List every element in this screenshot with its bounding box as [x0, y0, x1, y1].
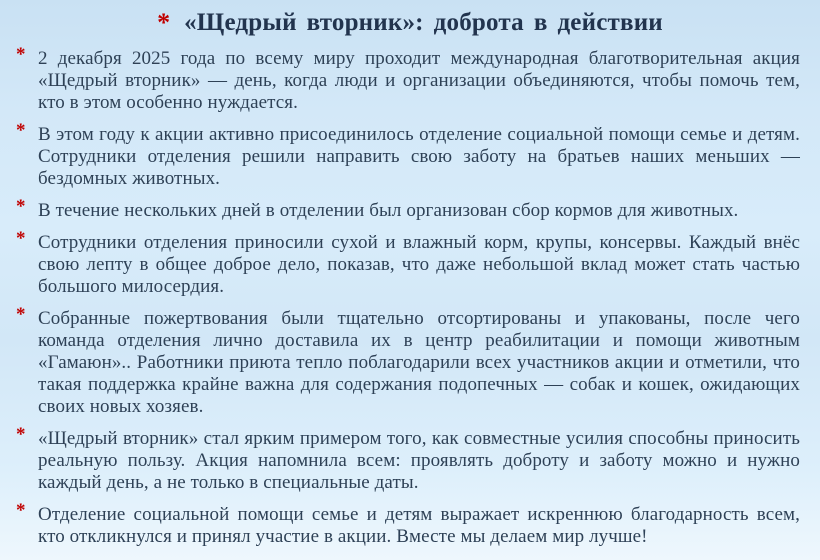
title-asterisk-icon: * [157, 8, 171, 37]
paragraph-text: Отделение социальной помощи семье и детям выражает искреннюю благодарность всем, кто откликнулся и принял участие в акции. Вместе мы делаем мир лучше! [38, 504, 800, 547]
paragraph-text: 2 декабря 2025 года по всему миру проходит международная благотворительная акция «Щедрый вторник» — день, когда люди и организации объединяются, чтобы помочь тем, кто в этом особенно нуждается. [38, 48, 800, 113]
paragraph-text: В этом году к акции активно присоединилось отделение социальной помощи семье и детям. Сотрудники отделения решили направить свою заботу на братьев наших меньших — бездомных животных. [38, 124, 800, 189]
bullet-paragraph-department [16, 120, 800, 190]
bullet-paragraph-gratitude [16, 500, 800, 548]
bullet-paragraph-collection [16, 196, 800, 222]
bullet-asterisk-icon: * [16, 196, 26, 217]
bullet-asterisk-icon: * [16, 500, 26, 521]
paragraph-text: В течение нескольких дней в отделении был организован сбор кормов для животных. [38, 200, 739, 221]
paragraph-text: Собранные пожертвования были тщательно отсортированы и упакованы, после чего команда отделения лично доставила их в центр реабилитации и помощи животным «Гамаюн».. Работники приюта тепло поблагодарили всех участников акции и отметили, что такая поддержка крайне важна для содержания подопечных — собак и кошек, ожидающих своих новых хозяев. [38, 308, 800, 417]
paragraph-text: Сотрудники отделения приносили сухой и влажный корм, крупы, консервы. Каждый внёс свою лепту в общее доброе дело, показав, что даже небольшой вклад может стать частью большого милосердия. [38, 232, 800, 297]
paragraph-text: «Щедрый вторник» стал ярким примером того, как совместные усилия способны приносить реальную пользу. Акция напомнила всем: проявлять доброту и заботу можно и нужно каждый день, а не только в специальные даты. [38, 428, 800, 493]
bullet-asterisk-icon: * [16, 44, 26, 65]
bullet-asterisk-icon: * [16, 120, 26, 141]
title-row [0, 8, 820, 38]
page-title: «Щедрый вторник»: доброта в действии [184, 9, 663, 36]
bullet-asterisk-icon: * [16, 424, 26, 445]
bullet-paragraph-intro [16, 44, 800, 114]
bullet-paragraph-example [16, 424, 800, 494]
bullet-asterisk-icon: * [16, 228, 26, 249]
bullet-paragraph-delivery [16, 304, 800, 418]
bullet-asterisk-icon: * [16, 304, 26, 325]
bullet-paragraph-contributions [16, 228, 800, 298]
